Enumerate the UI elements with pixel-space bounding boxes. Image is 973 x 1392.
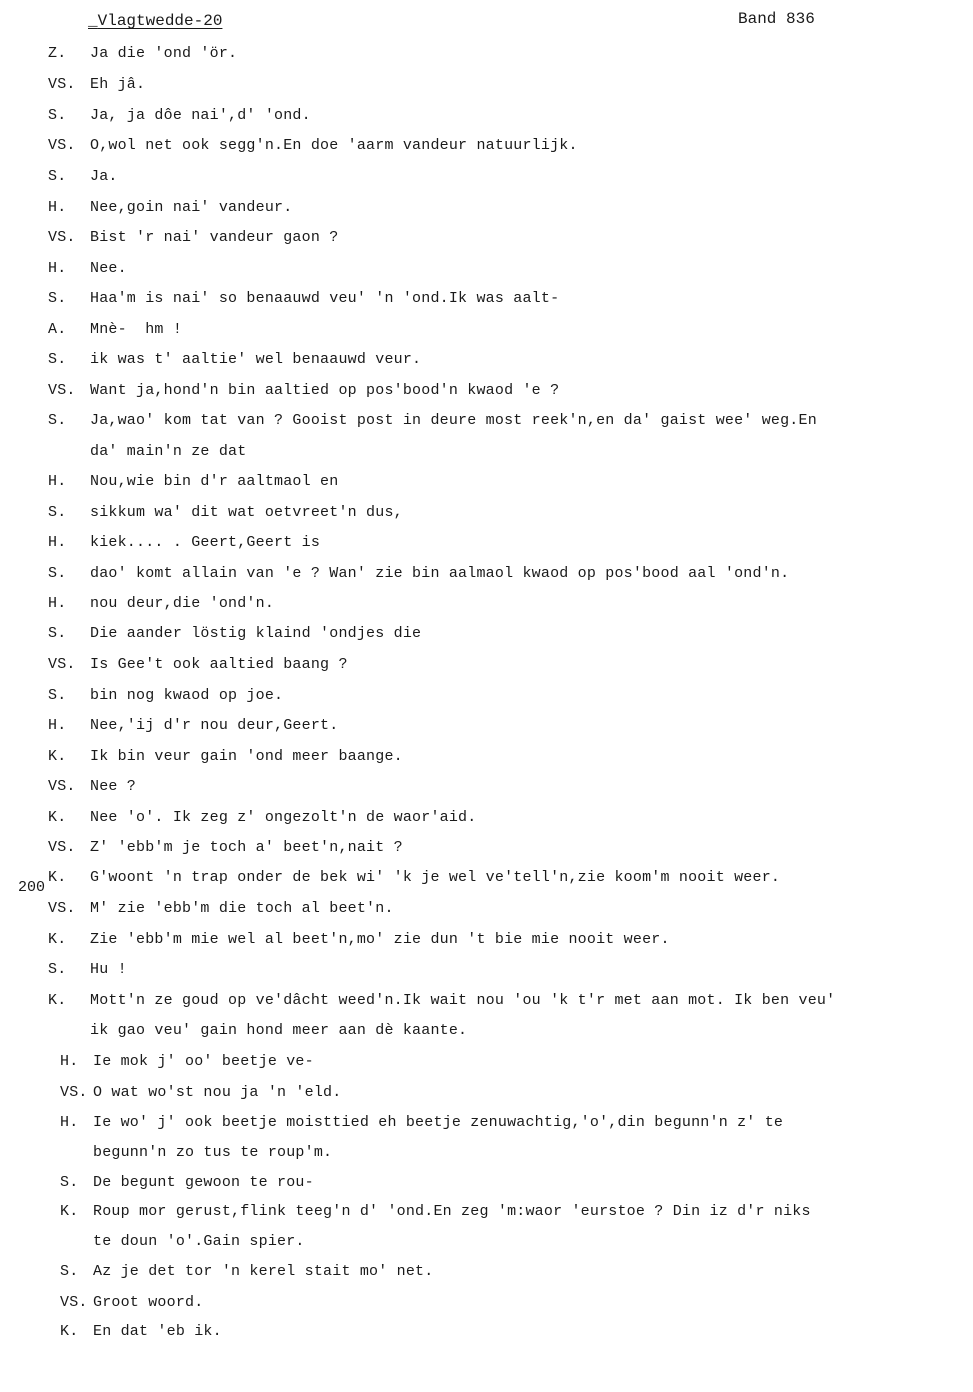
speaker-label: S.	[48, 107, 67, 124]
utterance-text: da' main'n ze dat	[90, 443, 247, 460]
transcript-line	[48, 196, 973, 220]
transcript-line	[48, 287, 973, 311]
transcript-line	[48, 866, 973, 890]
utterance-text: En dat 'eb ik.	[93, 1323, 222, 1340]
speaker-label: K.	[48, 748, 67, 765]
utterance-text: Ja die 'ond 'ör.	[90, 45, 238, 62]
transcript-line	[48, 470, 973, 494]
transcript-line	[48, 348, 973, 372]
speaker-label: S.	[48, 351, 67, 368]
utterance-text: Mnè- hm !	[90, 321, 183, 338]
transcript-line	[48, 928, 973, 952]
transcript-line	[48, 42, 973, 66]
utterance-text: O,wol net ook segg'n.En doe 'aarm vandeur natuurlijk.	[90, 137, 578, 154]
transcript-line	[48, 745, 973, 769]
utterance-text: Ja.	[90, 168, 118, 185]
utterance-text: Az je det tor 'n kerel stait mo' net.	[93, 1263, 434, 1280]
speaker-label: S.	[48, 625, 67, 642]
speaker-label: S.	[48, 290, 67, 307]
utterance-text: Nee.	[90, 260, 127, 277]
speaker-label: A.	[48, 321, 67, 338]
transcript-line	[48, 989, 973, 1013]
transcript-line	[48, 409, 973, 433]
speaker-label: S.	[48, 687, 67, 704]
transcript-line	[48, 562, 973, 586]
speaker-label: VS.	[60, 1294, 88, 1311]
document-title: _ Vlagtwedde-20	[88, 12, 222, 30]
utterance-text: Ie mok j' oo' beetje ve-	[93, 1053, 314, 1070]
utterance-text: nou deur,die 'ond'n.	[90, 595, 275, 612]
speaker-label: K.	[60, 1203, 79, 1220]
utterance-text: Ik bin veur gain 'ond meer baange.	[90, 748, 403, 765]
utterance-text: Is Gee't ook aaltied baang ?	[90, 656, 348, 673]
speaker-label: S.	[48, 168, 67, 185]
transcript-line	[48, 775, 973, 799]
utterance-text: kiek.... . Geert,Geert is	[90, 534, 321, 551]
transcript-line	[60, 1230, 973, 1254]
transcript-line	[48, 622, 973, 646]
transcript-line	[60, 1260, 973, 1284]
speaker-label: K.	[48, 992, 67, 1009]
speaker-label: K.	[48, 809, 67, 826]
speaker-label: H.	[48, 717, 67, 734]
utterance-text: ik gao veu' gain hond meer aan dè kaante.	[90, 1022, 468, 1039]
speaker-label: VS.	[48, 900, 76, 917]
utterance-text: Nee,'ij d'r nou deur,Geert.	[90, 717, 339, 734]
speaker-label: K.	[48, 931, 67, 948]
speaker-label: S.	[48, 412, 67, 429]
utterance-text: Nee ?	[90, 778, 137, 795]
utterance-text: ik was t' aaltie' wel benaauwd veur.	[90, 351, 422, 368]
utterance-text: Ja,wao' kom tat van ? Gooist post in deure most reek'n,en da' gaist wee' weg.En	[90, 412, 817, 429]
speaker-label: K.	[48, 869, 67, 886]
transcript-line	[48, 958, 973, 982]
utterance-text: bin nog kwaod op joe.	[90, 687, 284, 704]
transcript-line	[48, 684, 973, 708]
utterance-text: Haa'm is nai' so benaauwd veu' 'n 'ond.Ik was aalt-	[90, 290, 560, 307]
utterance-text: De begunt gewoon te rou-	[93, 1174, 314, 1191]
transcript-line	[60, 1050, 973, 1074]
utterance-text: Roup mor gerust,flink teeg'n d' 'ond.En zeg 'm:waor 'eurstoe ? Din iz d'r niks	[93, 1203, 811, 1220]
utterance-text: G'woont 'n trap onder de bek wi' 'k je wel ve'tell'n,zie koom'm nooit weer.	[90, 869, 781, 886]
transcript-line	[48, 836, 973, 860]
utterance-text: Z' 'ebb'm je toch a' beet'n,nait ?	[90, 839, 403, 856]
utterance-text: Ie wo' j' ook beetje moisttied eh beetje zenuwachtig,'o',din begunn'n z' te	[93, 1114, 784, 1131]
speaker-label: S.	[48, 961, 67, 978]
utterance-text: Nee 'o'. Ik zeg z' ongezolt'n de waor'aid.	[90, 809, 477, 826]
transcript-line	[60, 1141, 973, 1165]
transcript-line	[60, 1320, 973, 1344]
transcript-line	[48, 531, 973, 555]
speaker-label: VS.	[48, 137, 76, 154]
speaker-label: VS.	[48, 656, 76, 673]
utterance-text: Mott'n ze goud op ve'dâcht weed'n.Ik wait nou 'ou 'k t'r met aan mot. Ik ben veu'	[90, 992, 836, 1009]
utterance-text: Ja, ja dôe nai',d' 'ond.	[90, 107, 311, 124]
speaker-label: H.	[48, 199, 67, 216]
utterance-text: begunn'n zo tus te roup'm.	[93, 1144, 333, 1161]
transcript-line	[48, 440, 973, 464]
speaker-label: VS.	[48, 76, 76, 93]
transcript-line	[48, 165, 973, 189]
speaker-label: S.	[60, 1174, 79, 1191]
transcript-line	[48, 1019, 973, 1043]
transcript-line	[48, 73, 973, 97]
speaker-label: Z.	[48, 45, 67, 62]
transcript-line	[48, 897, 973, 921]
utterance-text: O wat wo'st nou ja 'n 'eld.	[93, 1084, 342, 1101]
utterance-text: Nee,goin nai' vandeur.	[90, 199, 293, 216]
speaker-label: VS.	[48, 229, 76, 246]
transcript-line	[48, 592, 973, 616]
speaker-label: S.	[60, 1263, 79, 1280]
speaker-label: H.	[48, 534, 67, 551]
transcript-line	[48, 379, 973, 403]
utterance-text: Eh jâ.	[90, 76, 146, 93]
transcript-line	[48, 257, 973, 281]
transcript-line	[48, 806, 973, 830]
utterance-text: M' zie 'ebb'm die toch al beet'n.	[90, 900, 394, 917]
transcript-line	[48, 104, 973, 128]
transcript-line	[60, 1081, 973, 1105]
utterance-text: Groot woord.	[93, 1294, 204, 1311]
transcript-line	[48, 501, 973, 525]
speaker-label: H.	[48, 595, 67, 612]
utterance-text: Bist 'r nai' vandeur gaon ?	[90, 229, 339, 246]
speaker-label: K.	[60, 1323, 79, 1340]
speaker-label: H.	[48, 473, 67, 490]
speaker-label: S.	[48, 565, 67, 582]
transcript-line	[48, 226, 973, 250]
utterance-text: dao' komt allain van 'e ? Wan' zie bin aalmaol kwaod op pos'bood aal 'ond'n.	[90, 565, 790, 582]
speaker-label: VS.	[48, 778, 76, 795]
transcript-line	[60, 1171, 973, 1195]
utterance-text: Hu !	[90, 961, 127, 978]
speaker-label: H.	[48, 260, 67, 277]
transcript-line	[48, 714, 973, 738]
speaker-label: H.	[60, 1053, 79, 1070]
transcript-line	[60, 1111, 973, 1135]
margin-number: 200	[18, 879, 46, 896]
utterance-text: sikkum wa' dit wat oetvreet'n dus,	[90, 504, 403, 521]
speaker-label: VS.	[48, 839, 76, 856]
speaker-label: S.	[48, 504, 67, 521]
band-number: Band 836	[738, 10, 815, 28]
transcript-line	[60, 1200, 973, 1224]
transcript-line	[48, 134, 973, 158]
speaker-label: VS.	[60, 1084, 88, 1101]
transcript-line	[48, 318, 973, 342]
speaker-label: VS.	[48, 382, 76, 399]
utterance-text: Die aander löstig klaind 'ondjes die	[90, 625, 422, 642]
transcript-line	[60, 1291, 973, 1315]
utterance-text: te doun 'o'.Gain spier.	[93, 1233, 305, 1250]
transcript-line	[48, 653, 973, 677]
utterance-text: Want ja,hond'n bin aaltied op pos'bood'n kwaod 'e ?	[90, 382, 560, 399]
speaker-label: H.	[60, 1114, 79, 1131]
utterance-text: Nou,wie bin d'r aaltmaol en	[90, 473, 339, 490]
utterance-text: Zie 'ebb'm mie wel al beet'n,mo' zie dun 't bie mie nooit weer.	[90, 931, 670, 948]
